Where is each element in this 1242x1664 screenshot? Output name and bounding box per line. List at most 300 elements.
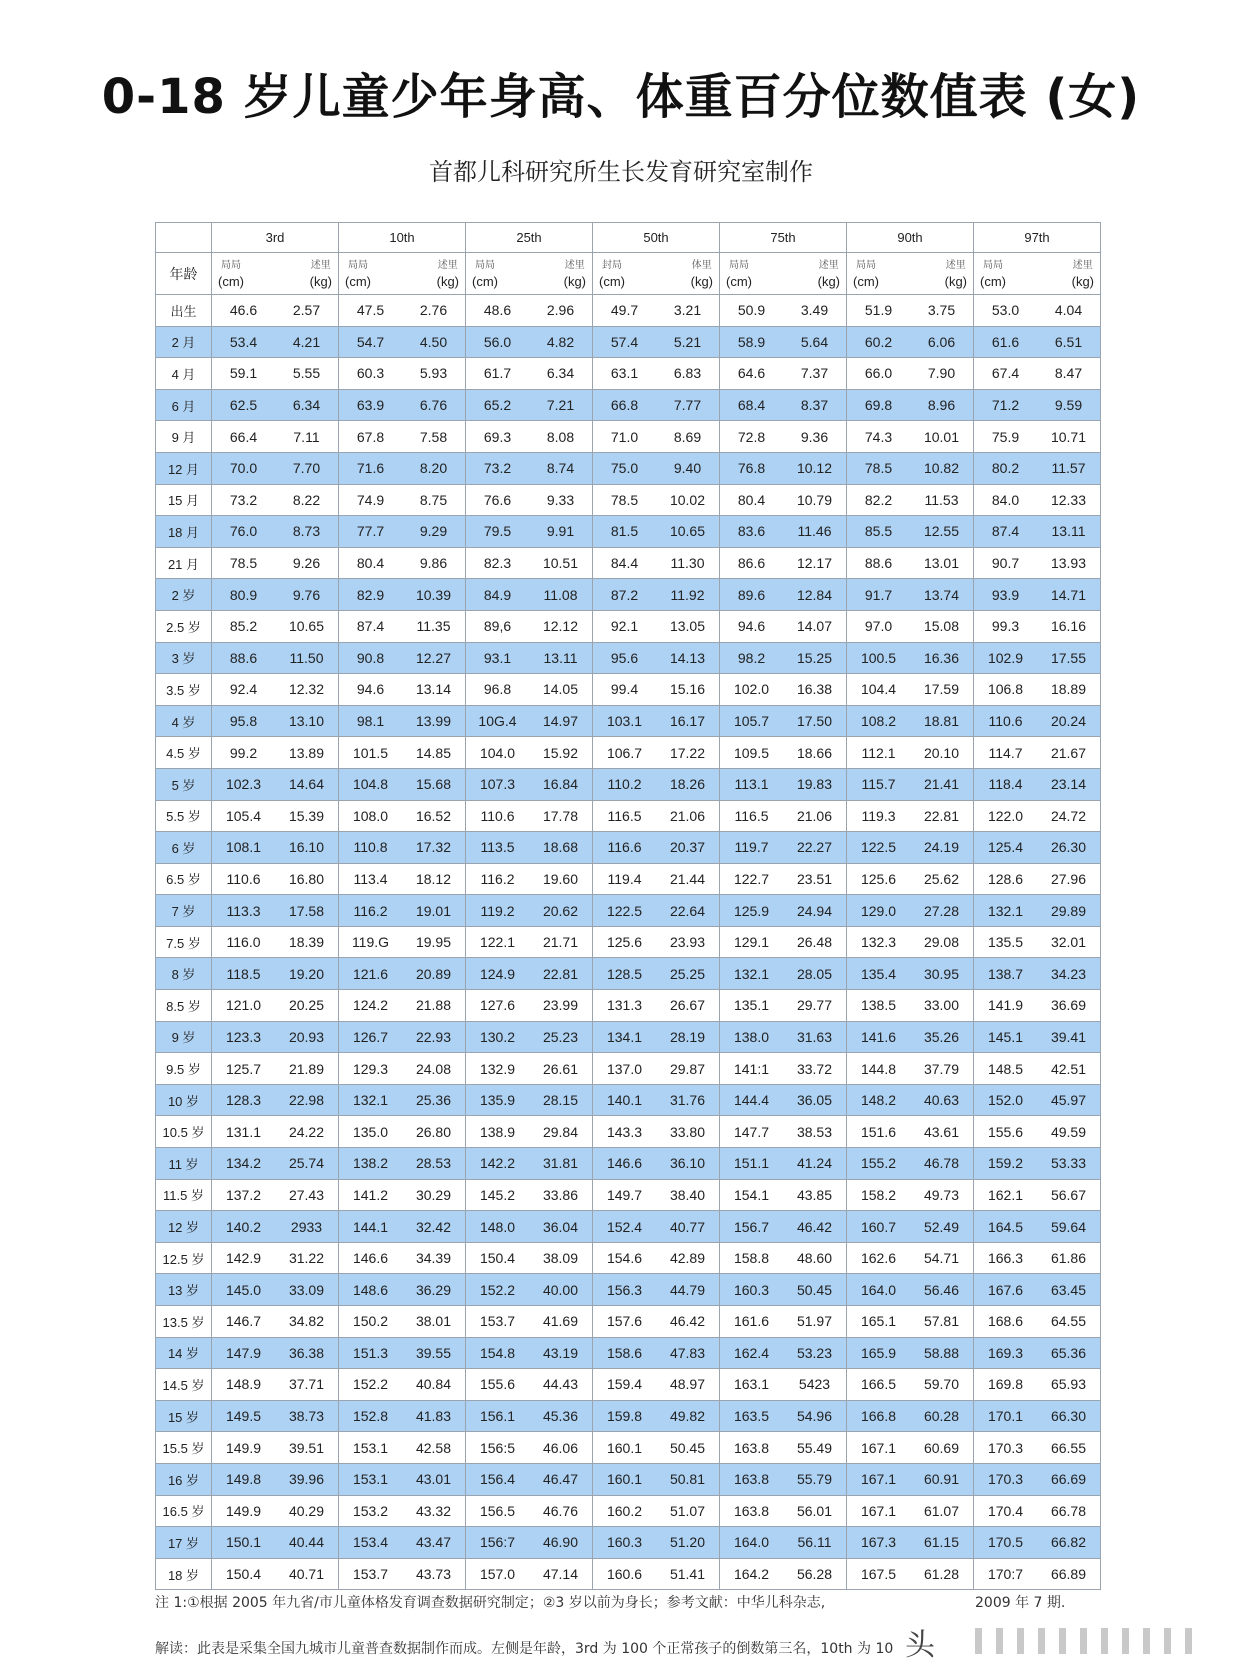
height-value: 113.1: [734, 776, 769, 793]
weight-value: 13.89: [288, 744, 325, 761]
weight-value: 5.64: [800, 333, 829, 350]
percentile-cell: [466, 1179, 593, 1211]
height-label: 局局: [983, 259, 1003, 271]
percentile-cell: [847, 768, 974, 800]
weight-value: 56.01: [796, 1502, 833, 1519]
height-value: 153.7: [352, 1566, 389, 1583]
percentile-cell: [847, 484, 974, 516]
height-value: 167.1: [860, 1471, 897, 1488]
percentile-cell: [593, 642, 720, 674]
percentile-cell: [466, 579, 593, 611]
percentile-cell: [720, 1495, 847, 1527]
weight-value: 7.21: [546, 397, 575, 414]
height-value: 102.3: [225, 776, 262, 793]
weight-value: 39.41: [1050, 1028, 1087, 1045]
percentile-cell: [847, 1242, 974, 1274]
weight-value: 29.89: [1050, 902, 1087, 919]
height-label: 局局: [221, 259, 241, 271]
percentile-cell: [847, 1400, 974, 1432]
percentile-cell: [212, 1148, 339, 1180]
height-value: 68.4: [737, 397, 766, 414]
table-row: [156, 1400, 1101, 1432]
height-value: 66.0: [864, 365, 893, 382]
height-value: 51.9: [864, 302, 893, 319]
percentile-cell: [974, 295, 1101, 327]
height-value: 144.1: [352, 1218, 389, 1235]
weight-value: 34.39: [415, 1250, 452, 1267]
height-value: 80.4: [356, 555, 385, 572]
age-cell: 15 月: [156, 484, 212, 516]
height-value: 156:5: [479, 1439, 516, 1456]
height-value: 134.2: [225, 1155, 262, 1172]
height-value: 88.6: [864, 555, 893, 572]
percentile-cell: [212, 358, 339, 390]
weight-value: 22.98: [288, 1092, 325, 1109]
percentile-cell: [212, 1558, 339, 1590]
percentile-cell: [974, 547, 1101, 579]
height-value: 137.0: [606, 1060, 643, 1077]
weight-value: 17.50: [796, 713, 833, 730]
weight-value: 6.34: [292, 397, 321, 414]
height-value: 80.2: [991, 460, 1020, 477]
weight-value: 27.96: [1050, 870, 1087, 887]
weight-value: 66.30: [1050, 1408, 1087, 1425]
height-value: 167.1: [860, 1502, 897, 1519]
height-value: 160.6: [606, 1566, 643, 1583]
percentile-cell: [720, 547, 847, 579]
height-unit: (cm): [218, 273, 244, 289]
height-value: 118.4: [988, 776, 1023, 793]
weight-value: 18.89: [1050, 681, 1087, 698]
percentile-cell: [593, 1148, 720, 1180]
weight-value: 4.21: [292, 333, 321, 350]
percentile-cell: [847, 1463, 974, 1495]
height-value: 147.7: [733, 1123, 770, 1140]
weight-value: 14.13: [669, 649, 706, 666]
percentile-cell: [847, 1021, 974, 1053]
height-value: 146.7: [225, 1313, 262, 1330]
percentile-header: 50th: [593, 223, 720, 253]
percentile-cell: [212, 1306, 339, 1338]
height-value: 110.6: [226, 870, 261, 887]
height-unit: (cm): [599, 273, 625, 289]
weight-value: 9.40: [673, 460, 702, 477]
table-row: [156, 1021, 1101, 1053]
percentile-cell: [720, 1527, 847, 1559]
page-subtitle: 首都儿科研究所生长发育研究室制作: [429, 158, 813, 186]
height-value: 10G.4: [478, 713, 517, 730]
percentile-cell: [466, 516, 593, 548]
percentile-cell: [720, 1116, 847, 1148]
height-value: 145.0: [225, 1281, 262, 1298]
weight-value: 48.60: [796, 1250, 833, 1267]
percentile-cell: [212, 1179, 339, 1211]
weight-value: 16.16: [1050, 618, 1087, 635]
weight-value: 16.36: [923, 649, 960, 666]
height-value: 163.8: [733, 1502, 770, 1519]
percentile-cell: [847, 452, 974, 484]
table-row: [156, 1242, 1101, 1274]
percentile-cell: [974, 1369, 1101, 1401]
weight-value: 10.79: [796, 491, 833, 508]
weight-value: 63.45: [1050, 1281, 1087, 1298]
watermark-bar: [1185, 1628, 1192, 1654]
weight-value: 6.06: [927, 333, 956, 350]
weight-value: 33.09: [288, 1281, 325, 1298]
weight-value: 51.97: [796, 1313, 833, 1330]
height-value: 157.0: [479, 1566, 516, 1583]
weight-value: 38.01: [415, 1313, 452, 1330]
percentile-cell: [847, 1558, 974, 1590]
watermark-bar: [1101, 1628, 1108, 1654]
weight-value: 46.06: [542, 1439, 579, 1456]
weight-value: 12.12: [542, 618, 579, 635]
weight-value: 33.72: [796, 1060, 833, 1077]
weight-value: 46.42: [796, 1218, 833, 1235]
height-value: 135.5: [987, 934, 1024, 951]
percentile-cell: [720, 863, 847, 895]
weight-value: 9.36: [800, 428, 829, 445]
height-value: 170.1: [987, 1408, 1024, 1425]
percentile-cell: [847, 1337, 974, 1369]
weight-value: 16.84: [542, 776, 579, 793]
percentile-cell: [339, 295, 466, 327]
percentile-cell: [593, 1116, 720, 1148]
percentile-cell: [974, 452, 1101, 484]
percentile-cell: [593, 1558, 720, 1590]
percentile-cell: [466, 705, 593, 737]
height-value: 154.6: [606, 1250, 643, 1267]
percentile-cell: [339, 737, 466, 769]
weight-value: 38.40: [669, 1186, 706, 1203]
watermark-bar: [996, 1628, 1003, 1654]
unit-header: [212, 253, 339, 295]
percentile-cell: [720, 579, 847, 611]
weight-value: 2.96: [546, 302, 575, 319]
height-value: 155.6: [987, 1123, 1024, 1140]
percentile-cell: [593, 737, 720, 769]
height-value: 160.7: [860, 1218, 897, 1235]
percentile-cell: [212, 484, 339, 516]
weight-value: 20.24: [1050, 713, 1087, 730]
height-value: 126.7: [352, 1028, 389, 1045]
table-row: [156, 1116, 1101, 1148]
height-value: 125.6: [606, 934, 643, 951]
percentile-cell: [466, 1053, 593, 1085]
percentile-cell: [720, 895, 847, 927]
percentile-cell: [720, 516, 847, 548]
age-cell: 9 岁: [156, 1021, 212, 1053]
weight-value: 21.67: [1050, 744, 1087, 761]
height-value: 150.4: [225, 1566, 262, 1583]
percentile-cell: [593, 452, 720, 484]
height-value: 152.2: [352, 1376, 389, 1393]
percentile-cell: [593, 926, 720, 958]
weight-unit: (kg): [690, 273, 713, 289]
percentile-cell: [466, 547, 593, 579]
weight-value: 10.02: [669, 491, 706, 508]
percentile-cell: [847, 895, 974, 927]
percentile-cell: [720, 610, 847, 642]
percentile-cell: [212, 1274, 339, 1306]
height-value: 153.1: [352, 1471, 389, 1488]
height-value: 125.7: [225, 1060, 262, 1077]
height-value: 99.2: [229, 744, 258, 761]
percentile-cell: [212, 421, 339, 453]
weight-value: 18.39: [288, 934, 325, 951]
table-row: [156, 990, 1101, 1022]
height-value: 170.3: [987, 1439, 1024, 1456]
percentile-cell: [339, 1463, 466, 1495]
height-value: 71.6: [356, 460, 385, 477]
height-value: 162.4: [733, 1344, 770, 1361]
percentile-cell: [212, 958, 339, 990]
weight-value: 42.58: [415, 1439, 452, 1456]
weight-value: 9.26: [292, 555, 321, 572]
percentile-cell: [593, 389, 720, 421]
height-value: 151.1: [733, 1155, 770, 1172]
height-value: 56.0: [483, 333, 512, 350]
height-value: 140.2: [225, 1218, 262, 1235]
watermark-bars: [975, 1628, 1205, 1656]
percentile-cell: [339, 1558, 466, 1590]
weight-value: 43.85: [796, 1186, 833, 1203]
height-value: 148.2: [860, 1092, 897, 1109]
age-cell: 21 月: [156, 547, 212, 579]
footnote-date: 2009 年 7 期.: [975, 1595, 1066, 1611]
weight-value: 20.89: [415, 965, 452, 982]
height-value: 94.6: [356, 681, 385, 698]
percentile-cell: [974, 1021, 1101, 1053]
percentile-cell: [212, 1211, 339, 1243]
height-value: 162.1: [987, 1186, 1024, 1203]
percentile-cell: [974, 1274, 1101, 1306]
height-value: 63.1: [610, 365, 639, 382]
percentile-cell: [466, 358, 593, 390]
age-cell: 14 岁: [156, 1337, 212, 1369]
percentile-cell: [212, 1369, 339, 1401]
weight-value: 47.14: [542, 1566, 579, 1583]
height-value: 78.5: [864, 460, 893, 477]
weight-value: 19.20: [288, 965, 325, 982]
weight-value: 11.46: [797, 523, 832, 540]
weight-value: 36.69: [1050, 997, 1087, 1014]
percentile-cell: [466, 1400, 593, 1432]
weight-value: 11.92: [670, 586, 705, 603]
height-value: 83.6: [737, 523, 766, 540]
height-value: 80.9: [229, 586, 258, 603]
height-value: 166.8: [860, 1408, 897, 1425]
weight-value: 19.95: [415, 934, 452, 951]
weight-value: 31.76: [669, 1092, 706, 1109]
percentile-cell: [212, 389, 339, 421]
height-value: 156:7: [479, 1534, 516, 1551]
height-value: 119.G: [351, 934, 390, 951]
watermark-logo: 头: [905, 1628, 935, 1663]
percentile-cell: [974, 1053, 1101, 1085]
percentile-header: 3rd: [212, 223, 339, 253]
height-value: 162.6: [860, 1250, 897, 1267]
weight-value: 51.07: [669, 1502, 706, 1519]
table-row: [156, 1053, 1101, 1085]
weight-value: 58.88: [923, 1344, 960, 1361]
height-value: 119.4: [607, 870, 642, 887]
height-value: 80.4: [737, 491, 766, 508]
table-row: [156, 610, 1101, 642]
height-value: 124.9: [479, 965, 516, 982]
height-value: 69.3: [483, 428, 512, 445]
age-cell: 16.5 岁: [156, 1495, 212, 1527]
age-cell: 12.5 岁: [156, 1242, 212, 1274]
height-value: 170:7: [987, 1566, 1024, 1583]
height-value: 138.0: [733, 1028, 770, 1045]
percentile-cell: [212, 705, 339, 737]
weight-value: 7.37: [800, 365, 829, 382]
percentile-cell: [339, 1084, 466, 1116]
weight-value: 17.55: [1050, 649, 1087, 666]
percentile-cell: [339, 579, 466, 611]
percentile-cell: [212, 1053, 339, 1085]
height-value: 79.5: [483, 523, 512, 540]
weight-value: 46.78: [923, 1155, 960, 1172]
height-value: 125.6: [860, 870, 897, 887]
percentile-cell: [720, 1053, 847, 1085]
percentile-cell: [720, 800, 847, 832]
weight-value: 7.77: [673, 397, 702, 414]
height-value: 67.4: [991, 365, 1020, 382]
age-cell: 12 岁: [156, 1211, 212, 1243]
percentile-cell: [720, 768, 847, 800]
height-value: 100.5: [860, 649, 897, 666]
weight-value: 43.47: [415, 1534, 452, 1551]
percentile-cell: [339, 484, 466, 516]
weight-value: 8.08: [546, 428, 575, 445]
age-cell: 10 岁: [156, 1084, 212, 1116]
height-value: 84.9: [483, 586, 512, 603]
table-row: [156, 579, 1101, 611]
height-value: 66.4: [229, 428, 258, 445]
height-value: 106.7: [606, 744, 643, 761]
height-value: 89.6: [737, 586, 766, 603]
height-value: 104.8: [352, 776, 389, 793]
height-value: 113.4: [353, 870, 388, 887]
weight-value: 30.95: [923, 965, 960, 982]
height-value: 113.5: [480, 839, 515, 856]
percentile-cell: [212, 295, 339, 327]
weight-label: 述里: [945, 259, 966, 271]
weight-value: 24.94: [796, 902, 833, 919]
percentile-cell: [339, 1116, 466, 1148]
weight-value: 15.92: [542, 744, 579, 761]
height-value: 85.2: [229, 618, 258, 635]
percentile-cell: [212, 642, 339, 674]
height-value: 116.5: [607, 807, 642, 824]
percentile-cell: [974, 1306, 1101, 1338]
percentile-cell: [847, 1148, 974, 1180]
weight-value: 51.20: [669, 1534, 706, 1551]
weight-value: 42.51: [1050, 1060, 1087, 1077]
weight-value: 50.45: [796, 1281, 833, 1298]
percentile-cell: [974, 484, 1101, 516]
weight-value: 34.23: [1050, 965, 1087, 982]
weight-value: 21.89: [288, 1060, 325, 1077]
weight-value: 21.71: [542, 934, 579, 951]
weight-value: 30.29: [415, 1186, 452, 1203]
height-value: 74.9: [356, 491, 385, 508]
percentile-cell: [720, 990, 847, 1022]
weight-unit: (kg): [944, 273, 967, 289]
weight-value: 36.05: [796, 1092, 833, 1109]
percentile-cell: [593, 1274, 720, 1306]
age-cell: 9.5 岁: [156, 1053, 212, 1085]
weight-value: 66.89: [1050, 1566, 1087, 1583]
weight-value: 25.36: [415, 1092, 452, 1109]
height-value: 167.5: [860, 1566, 897, 1583]
weight-value: 45.36: [542, 1408, 579, 1425]
weight-value: 11.08: [543, 586, 578, 603]
weight-value: 36.10: [669, 1155, 706, 1172]
height-value: 165.9: [860, 1344, 897, 1361]
height-value: 150.1: [225, 1534, 262, 1551]
height-value: 159.2: [987, 1155, 1024, 1172]
height-value: 132.3: [860, 934, 897, 951]
percentile-cell: [466, 832, 593, 864]
height-value: 149.5: [225, 1408, 262, 1425]
height-value: 146.6: [606, 1155, 643, 1172]
percentile-cell: [720, 1463, 847, 1495]
weight-value: 26.48: [796, 934, 833, 951]
percentile-cell: [974, 1400, 1101, 1432]
percentile-cell: [720, 295, 847, 327]
height-value: 152.2: [479, 1281, 516, 1298]
weight-value: 19.60: [542, 870, 579, 887]
percentile-cell: [339, 642, 466, 674]
height-value: 110.6: [480, 807, 515, 824]
weight-unit: (kg): [817, 273, 840, 289]
weight-value: 21.88: [415, 997, 452, 1014]
table-row: [156, 484, 1101, 516]
weight-value: 10.01: [923, 428, 960, 445]
height-value: 152.8: [352, 1408, 389, 1425]
percentile-cell: [720, 484, 847, 516]
percentile-cell: [974, 1084, 1101, 1116]
weight-value: 23.99: [542, 997, 579, 1014]
percentile-cell: [593, 832, 720, 864]
weight-label: 述里: [310, 259, 331, 271]
height-label: 局局: [729, 259, 749, 271]
percentile-cell: [593, 421, 720, 453]
age-cell: 出生: [156, 295, 212, 327]
percentile-cell: [974, 326, 1101, 358]
percentile-cell: [593, 295, 720, 327]
weight-value: 8.20: [419, 460, 448, 477]
table-row: [156, 1211, 1101, 1243]
percentile-cell: [593, 1337, 720, 1369]
height-value: 159.8: [606, 1408, 643, 1425]
percentile-cell: [974, 1337, 1101, 1369]
percentile-cell: [720, 1369, 847, 1401]
weight-value: 33.86: [542, 1186, 579, 1203]
weight-value: 29.08: [923, 934, 960, 951]
percentile-cell: [593, 1053, 720, 1085]
height-value: 124.2: [352, 997, 389, 1014]
weight-value: 59.64: [1050, 1218, 1087, 1235]
percentile-cell: [847, 1432, 974, 1464]
weight-value: 39.96: [288, 1471, 325, 1488]
height-value: 86.6: [737, 555, 766, 572]
percentile-cell: [339, 1021, 466, 1053]
age-cell: 6 岁: [156, 832, 212, 864]
